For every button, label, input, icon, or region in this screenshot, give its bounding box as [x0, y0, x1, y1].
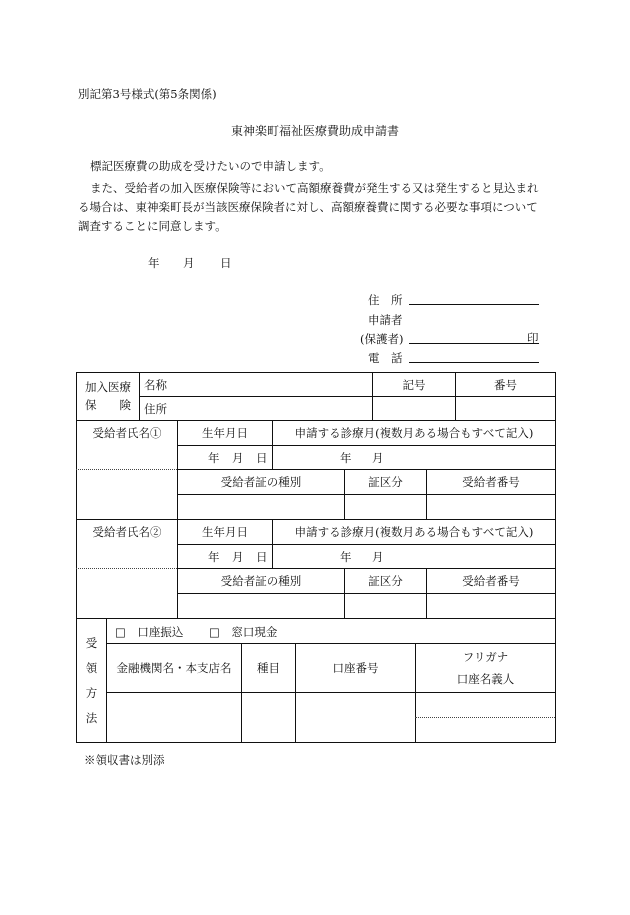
recipient-2-month-month: 月: [372, 550, 384, 564]
recipient-2-cert-class-label: 証区分: [368, 574, 403, 588]
recipient-1-dob-year: 年: [208, 451, 220, 465]
insurance-header-line-2: 保 険: [85, 398, 131, 412]
phone-label: 電 話: [368, 351, 403, 365]
account-number-field[interactable]: [296, 693, 415, 742]
intro-paragraph-2-line-1: また、受給者の加入医療保険等において高額療養費が発生する又は発生すると見込まれ: [90, 181, 539, 195]
recipient-2-month-year: 年: [340, 550, 352, 564]
insurance-header-line-1: 加入医療: [85, 380, 131, 394]
recipient-2-months-label: 申請する診療月(複数月ある場合もすべて記入): [294, 525, 534, 539]
recipient-1-dob-day: 日: [256, 451, 268, 465]
account-holder-label: 口座名義人: [456, 672, 515, 686]
recipient-1-cert-class-field[interactable]: [345, 495, 426, 519]
recipient-1-cert-type-label: 受給者証の種別: [220, 475, 302, 489]
date-year[interactable]: 年: [148, 256, 160, 270]
recipient-2-name-label: 受給者氏名②: [92, 525, 162, 539]
account-holder-field[interactable]: [416, 718, 555, 742]
checkbox-bank-transfer[interactable]: □ 口座振込: [115, 625, 184, 639]
receipt-label-char-2: 領: [85, 661, 98, 675]
recipient-2-dob-day: 日: [256, 550, 268, 564]
receipt-label-char-3: 方: [85, 686, 98, 700]
recipient-1-dob-month: 月: [232, 451, 244, 465]
guardian-label: (保護者): [360, 332, 404, 346]
bank-branch-field[interactable]: [107, 693, 241, 742]
insurance-address-label: 住所: [144, 401, 167, 416]
recipient-2-recipient-no-field[interactable]: [427, 594, 555, 618]
insurance-name-label: 名称: [144, 377, 167, 392]
checkbox-counter-cash[interactable]: □ 窓口現金: [209, 625, 278, 639]
furigana-field[interactable]: [416, 693, 555, 717]
receipt-label-char-4: 法: [85, 711, 98, 725]
recipient-1-name-label: 受給者氏名①: [92, 426, 162, 440]
intro-paragraph-1: 標記医療費の助成を受けたいので申請します。: [90, 159, 331, 173]
applicant-name-field[interactable]: [409, 343, 539, 344]
address-field[interactable]: [409, 304, 539, 305]
account-type-label: 種目: [257, 661, 280, 675]
recipient-2-name-field[interactable]: [77, 569, 177, 618]
recipient-1-dob-label: 生年月日: [202, 426, 248, 440]
recipient-2-cert-class-field[interactable]: [345, 594, 426, 618]
bank-branch-label: 金融機関名・本支店名: [116, 661, 232, 675]
applicant-label: 申請者: [368, 313, 403, 327]
account-type-field[interactable]: [242, 693, 295, 742]
insurance-number-label: 番号: [494, 377, 517, 392]
recipient-1-months-label: 申請する診療月(複数月ある場合もすべて記入): [294, 426, 534, 440]
phone-field[interactable]: [409, 362, 539, 363]
recipient-2-dob-year: 年: [208, 550, 220, 564]
receipt-label-char-1: 受: [85, 636, 98, 650]
form-title: 東神楽町福祉医療費助成申請書: [230, 124, 399, 138]
intro-paragraph-2-line-3: 調査することに同意します。: [78, 219, 227, 233]
recipient-1-recipient-no-label: 受給者番号: [462, 475, 520, 489]
recipient-1-month-month: 月: [372, 451, 384, 465]
insurance-symbol-label: 記号: [402, 377, 426, 392]
address-label: 住 所: [368, 293, 403, 307]
insurance-symbol-field[interactable]: [373, 397, 455, 420]
seal-mark: 印: [527, 331, 539, 345]
intro-paragraph-2-line-2: る場合は、東神楽町長が当該医療保険者に対し、高額療養費に関する必要な事項について: [78, 200, 538, 214]
recipient-2-dob-label: 生年月日: [202, 525, 248, 539]
recipient-1-recipient-no-field[interactable]: [427, 495, 555, 519]
recipient-1-cert-type-field[interactable]: [178, 495, 344, 519]
recipient-1-month-year: 年: [340, 451, 352, 465]
account-number-label: 口座番号: [332, 661, 379, 675]
form-reference: 別記第3号様式(第5条関係): [78, 87, 217, 101]
insurance-number-field[interactable]: [456, 397, 555, 420]
recipient-2-cert-type-field[interactable]: [178, 594, 344, 618]
furigana-label: フリガナ: [462, 650, 509, 664]
recipient-2-recipient-no-label: 受給者番号: [462, 574, 520, 588]
recipient-2-dob-month: 月: [232, 550, 244, 564]
date-month[interactable]: 月: [183, 256, 195, 270]
footnote-receipt-attached: ※領収書は別添: [84, 753, 165, 767]
recipient-2-cert-type-label: 受給者証の種別: [220, 574, 302, 588]
recipient-1-cert-class-label: 証区分: [368, 475, 403, 489]
recipient-1-name-field[interactable]: [77, 470, 177, 519]
date-day[interactable]: 日: [220, 256, 232, 270]
